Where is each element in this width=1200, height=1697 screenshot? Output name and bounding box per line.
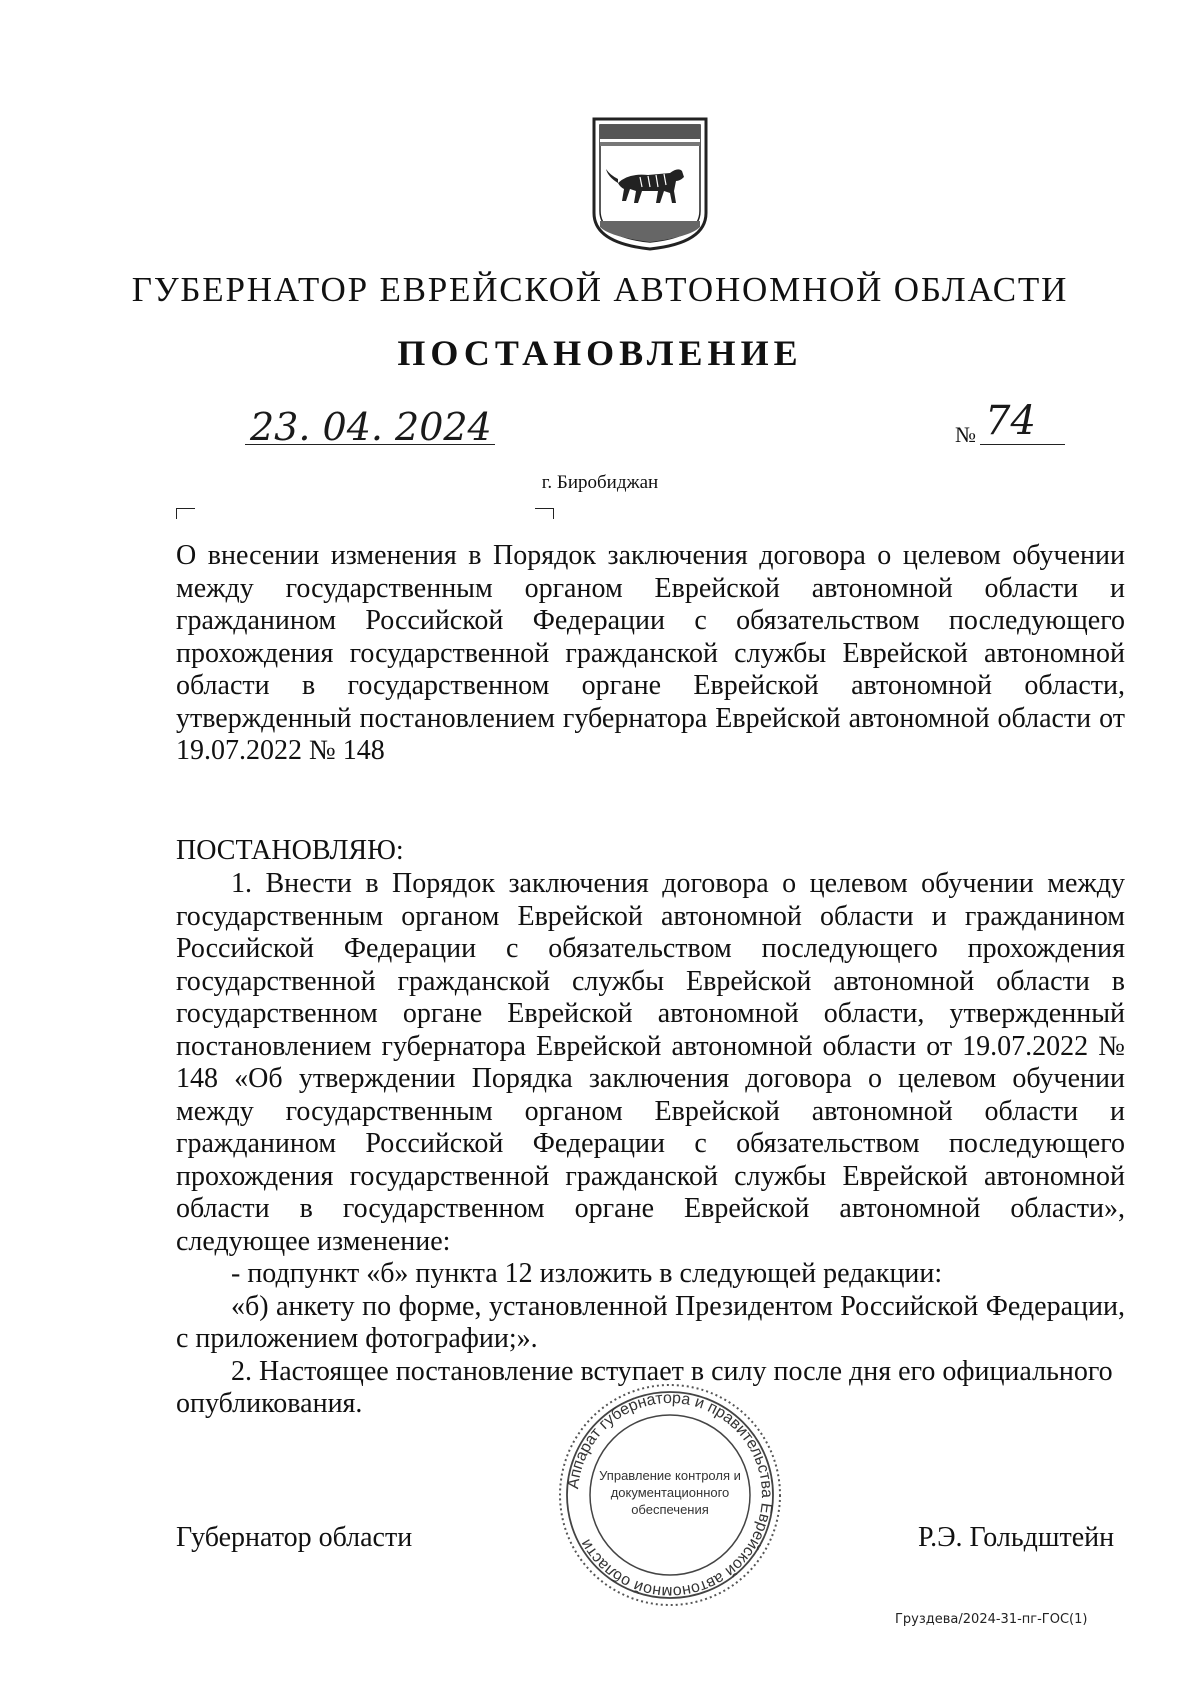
paragraph-2: - подпункт «б» пункта 12 изложить в следующей редакции: — [231, 1258, 943, 1289]
stamp-inner-line-3: обеспечения — [631, 1502, 709, 1517]
signatory-name: Р.Э. Гольдштейн — [918, 1522, 1115, 1553]
authority-title: ГУБЕРНАТОР ЕВРЕЙСКОЙ АВТОНОМНОЙ ОБЛАСТИ — [131, 270, 1069, 309]
official-stamp — [555, 1380, 785, 1610]
corner-bracket-right — [535, 508, 554, 519]
tiger-coat-of-arms-icon — [590, 115, 710, 253]
date-underline — [245, 444, 495, 445]
document-type: ПОСТАНОВЛЕНИЕ — [397, 333, 803, 373]
resolve-heading: ПОСТАНОВЛЯЮ: — [176, 835, 404, 866]
paragraph-4: 2. Настоящее постановление вступает в силу после дня его официального опубликования. — [176, 1355, 1113, 1419]
number-underline — [980, 444, 1065, 445]
stamp-inner-line-2: документационного — [610, 1485, 730, 1500]
stamp-outer-text: Аппарат губернатора и правительства Еврейской автономной области — [565, 1389, 776, 1601]
city: г. Биробиджан — [541, 472, 659, 493]
corner-bracket-left — [176, 508, 195, 519]
paragraph-1: 1. Внести в Порядок заключения договора о целевом обучении между государственным органом Еврейской автономной области и гражданином Российской Федерации с обязательством последующего прохождения государственной гражданской службы Еврейской автономной области в государственном органе Еврейской автономной области, утвержденный постановлением губернатора Еврейской автономной области от 19.07.2022 № 148 «Об утверждении Порядка заключения договора о целевом обучении между государственным органом Еврейской автономной области и гражданином Российской Федерации с обязательством последующего прохождения государственной гражданской службы Еврейской автономной области в государственном органе Еврейской автономной области», следующее изменение: — [176, 868, 1125, 1257]
signatory-title: Губернатор области — [176, 1522, 413, 1553]
handwritten-number: 74 — [985, 398, 1036, 444]
document-body — [176, 868, 1125, 1421]
stamp-inner-line-1: Управление контроля и — [599, 1468, 741, 1483]
document-subject: О внесении изменения в Порядок заключения договора о целевом обучении между государственным органом Еврейской автономной области и гражданином Российской Федерации с обязательством последующего прохождения государственной гражданской службы Еврейской автономной области в государственном органе Еврейской автономной области, утвержденный постановлением губернатора Еврейской автономной области от 19.07.2022 № 148 — [176, 540, 1125, 766]
paragraph-3: «б) анкету по форме, установленной Президентом Российской Федерации, с приложением фотографии;». — [176, 1290, 1125, 1354]
number-label: № — [955, 422, 976, 447]
handwritten-date: 23. 04. 2024 — [250, 405, 492, 449]
document-code: Груздева/2024-31-пг-ГОС(1) — [895, 1612, 1088, 1627]
